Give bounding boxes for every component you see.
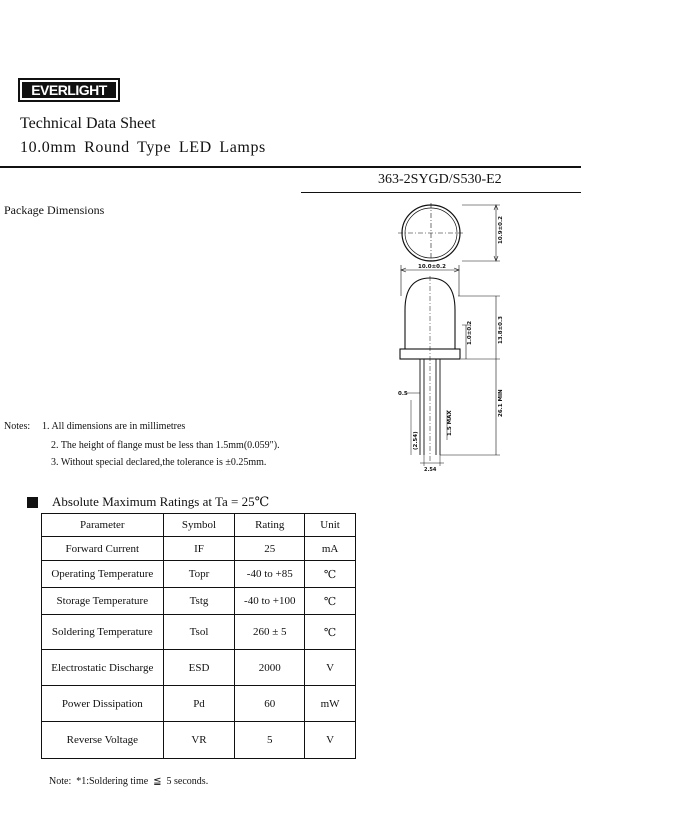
led-package-drawing xyxy=(390,198,520,473)
note-item: 3. Without special declared,the tolerance is ±0.25mm. xyxy=(51,457,267,468)
cell-parameter: Operating Temperature xyxy=(42,561,164,588)
part-number: 363-2SYGD/S530-E2 xyxy=(378,172,502,187)
header-rule xyxy=(0,166,581,168)
cell-rating: 2000 xyxy=(235,650,305,686)
dim-body-height: 13.8±0.3 xyxy=(498,316,504,344)
table-row xyxy=(42,722,356,759)
table-row xyxy=(42,588,356,615)
cell-rating: -40 to +100 xyxy=(235,588,305,615)
cell-rating: 25 xyxy=(235,537,305,561)
cell-parameter: Electrostatic Discharge xyxy=(42,650,164,686)
ratings-title: Absolute Maximum Ratings at Ta = 25℃ xyxy=(52,494,270,509)
cell-symbol: VR xyxy=(163,722,235,759)
dim-lead-length: 26.1 MIN xyxy=(498,389,504,417)
header-parameter: Parameter xyxy=(42,514,164,537)
cell-rating: 260 ± 5 xyxy=(235,615,305,650)
dim-lead-spacing: (2.54) xyxy=(413,431,419,450)
ratings-header-row xyxy=(42,514,356,537)
ratings-table xyxy=(41,513,356,759)
notes-label: Notes: xyxy=(4,421,31,432)
header-rating: Rating xyxy=(235,514,305,537)
cell-rating: -40 to +85 xyxy=(235,561,305,588)
cell-unit: ℃ xyxy=(305,588,356,615)
table-row xyxy=(42,650,356,686)
top-view-drawing xyxy=(398,203,500,263)
cell-parameter: Reverse Voltage xyxy=(42,722,164,759)
cell-symbol: Tstg xyxy=(163,588,235,615)
cell-parameter: Soldering Temperature xyxy=(42,615,164,650)
cell-parameter: Forward Current xyxy=(42,537,164,561)
dim-pitch: 2.54 xyxy=(424,467,437,473)
dim-width: 10.0±0.2 xyxy=(418,264,446,270)
cell-rating: 60 xyxy=(235,686,305,722)
cell-unit: V xyxy=(305,722,356,759)
table-row xyxy=(42,561,356,588)
cell-symbol: IF xyxy=(163,537,235,561)
doc-title-line1: Technical Data Sheet xyxy=(20,115,156,132)
section-bullet-square xyxy=(27,497,38,508)
dim-flange-max: 1.5 MAX xyxy=(447,410,453,436)
cell-parameter: Power Dissipation xyxy=(42,686,164,722)
table-row xyxy=(42,615,356,650)
dim-flange-height: 1.0±0.2 xyxy=(467,320,473,345)
cell-rating: 5 xyxy=(235,722,305,759)
table-row xyxy=(42,537,356,561)
header-unit: Unit xyxy=(305,514,356,537)
everlight-logo: EVERLIGHT xyxy=(18,78,120,102)
cell-symbol: ESD xyxy=(163,650,235,686)
header-symbol: Symbol xyxy=(163,514,235,537)
cell-parameter: Storage Temperature xyxy=(42,588,164,615)
package-dimensions-heading: Package Dimensions xyxy=(4,203,105,217)
part-number-rule xyxy=(301,192,581,193)
cell-symbol: Tsol xyxy=(163,615,235,650)
soldering-time-note: Note: *1:Soldering time ≦ 5 seconds. xyxy=(49,776,209,787)
cell-symbol: Pd xyxy=(163,686,235,722)
dim-top-diameter: 10.9±0.2 xyxy=(498,216,504,244)
cell-symbol: Topr xyxy=(163,561,235,588)
cell-unit: ℃ xyxy=(305,561,356,588)
cell-unit: V xyxy=(305,650,356,686)
note-item: 1. All dimensions are in millimetres xyxy=(42,421,186,432)
table-row xyxy=(42,686,356,722)
cell-unit: mW xyxy=(305,686,356,722)
cell-unit: ℃ xyxy=(305,615,356,650)
cell-unit: mA xyxy=(305,537,356,561)
doc-title-line2: 10.0mm Round Type LED Lamps xyxy=(20,139,266,156)
note-item: 2. The height of flange must be less than 1.5mm(0.059"). xyxy=(51,440,280,451)
dim-lead-width: 0.5 xyxy=(398,391,408,397)
